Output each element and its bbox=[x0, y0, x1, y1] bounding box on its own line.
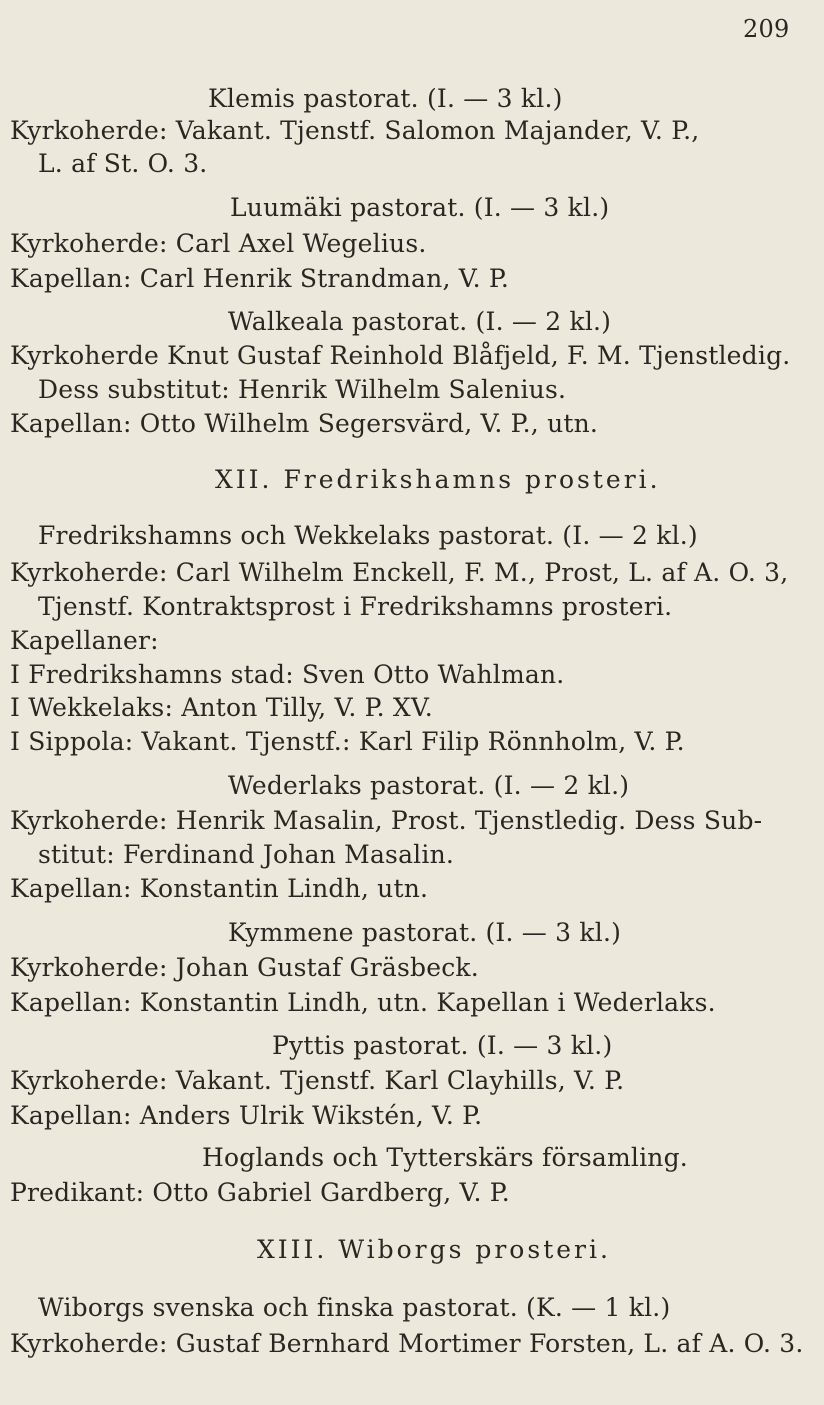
text-line: stitut: Ferdinand Johan Masalin. bbox=[38, 840, 455, 869]
text-line: L. af St. O. 3. bbox=[38, 149, 208, 178]
heading-walkeala: Walkeala pastorat. (I. — 2 kl.) bbox=[228, 307, 612, 336]
text-line: Dess substitut: Henrik Wilhelm Salenius. bbox=[38, 375, 567, 404]
text-line: Kapellan: Konstantin Lindh, utn. bbox=[10, 874, 429, 903]
text-line: Kyrkoherde: Vakant. Tjenstf. Salomon Majander, V. P., bbox=[10, 116, 700, 145]
text-line: Kapellan: Anders Ulrik Wikstén, V. P. bbox=[10, 1101, 483, 1130]
text-line: Kapellan: Konstantin Lindh, utn. Kapellan i Wederlaks. bbox=[10, 988, 716, 1017]
text-line: I Sippola: Vakant. Tjenstf.: Karl Filip Rönnholm, V. P. bbox=[10, 727, 685, 756]
section-heading-xiii: XIII. Wiborgs prosteri. bbox=[257, 1235, 611, 1264]
text-line: Tjenstf. Kontraktsprost i Fredrikshamns prosteri. bbox=[38, 592, 673, 621]
text-line: Kyrkoherde: Gustaf Bernhard Mortimer Forsten, L. af A. O. 3. bbox=[10, 1329, 804, 1358]
text-line: Kyrkoherde: Carl Wilhelm Enckell, F. M., Prost, L. af A. O. 3, bbox=[10, 558, 789, 587]
heading-hoglands: Hoglands och Tytterskärs församling. bbox=[202, 1143, 688, 1172]
page-number: 209 bbox=[743, 15, 790, 43]
text-line: Kyrkoherde: Johan Gustaf Gräsbeck. bbox=[10, 953, 479, 982]
heading-klemis: Klemis pastorat. (I. — 3 kl.) bbox=[208, 84, 563, 113]
heading-luumaki: Luumäki pastorat. (I. — 3 kl.) bbox=[230, 193, 610, 222]
text-line: Predikant: Otto Gabriel Gardberg, V. P. bbox=[10, 1178, 510, 1207]
heading-fredrikshamns: Fredrikshamns och Wekkelaks pastorat. (I. — 2 kl.) bbox=[38, 521, 698, 550]
text-line: Kapellaner: bbox=[10, 626, 159, 655]
heading-wiborgs: Wiborgs svenska och finska pastorat. (K. — 1 kl.) bbox=[38, 1293, 671, 1322]
text-line: Kyrkoherde: Vakant. Tjenstf. Karl Clayhills, V. P. bbox=[10, 1066, 625, 1095]
heading-kymmene: Kymmene pastorat. (I. — 3 kl.) bbox=[228, 918, 622, 947]
text-line: I Wekkelaks: Anton Tilly, V. P. XV. bbox=[10, 693, 433, 722]
text-line: Kapellan: Carl Henrik Strandman, V. P. bbox=[10, 264, 510, 293]
text-line: Kapellan: Otto Wilhelm Segersvärd, V. P., utn. bbox=[10, 409, 599, 438]
heading-wederlaks: Wederlaks pastorat. (I. — 2 kl.) bbox=[228, 771, 630, 800]
text-line: I Fredrikshamns stad: Sven Otto Wahlman. bbox=[10, 660, 565, 689]
heading-pyttis: Pyttis pastorat. (I. — 3 kl.) bbox=[272, 1031, 613, 1060]
section-heading-xii: XII. Fredrikshamns prosteri. bbox=[215, 465, 661, 494]
text-line: Kyrkoherde: Henrik Masalin, Prost. Tjenstledig. Dess Sub- bbox=[10, 806, 763, 835]
text-line: Kyrkoherde Knut Gustaf Reinhold Blåfjeld, F. M. Tjenstledig. bbox=[10, 341, 791, 370]
text-line: Kyrkoherde: Carl Axel Wegelius. bbox=[10, 229, 427, 258]
